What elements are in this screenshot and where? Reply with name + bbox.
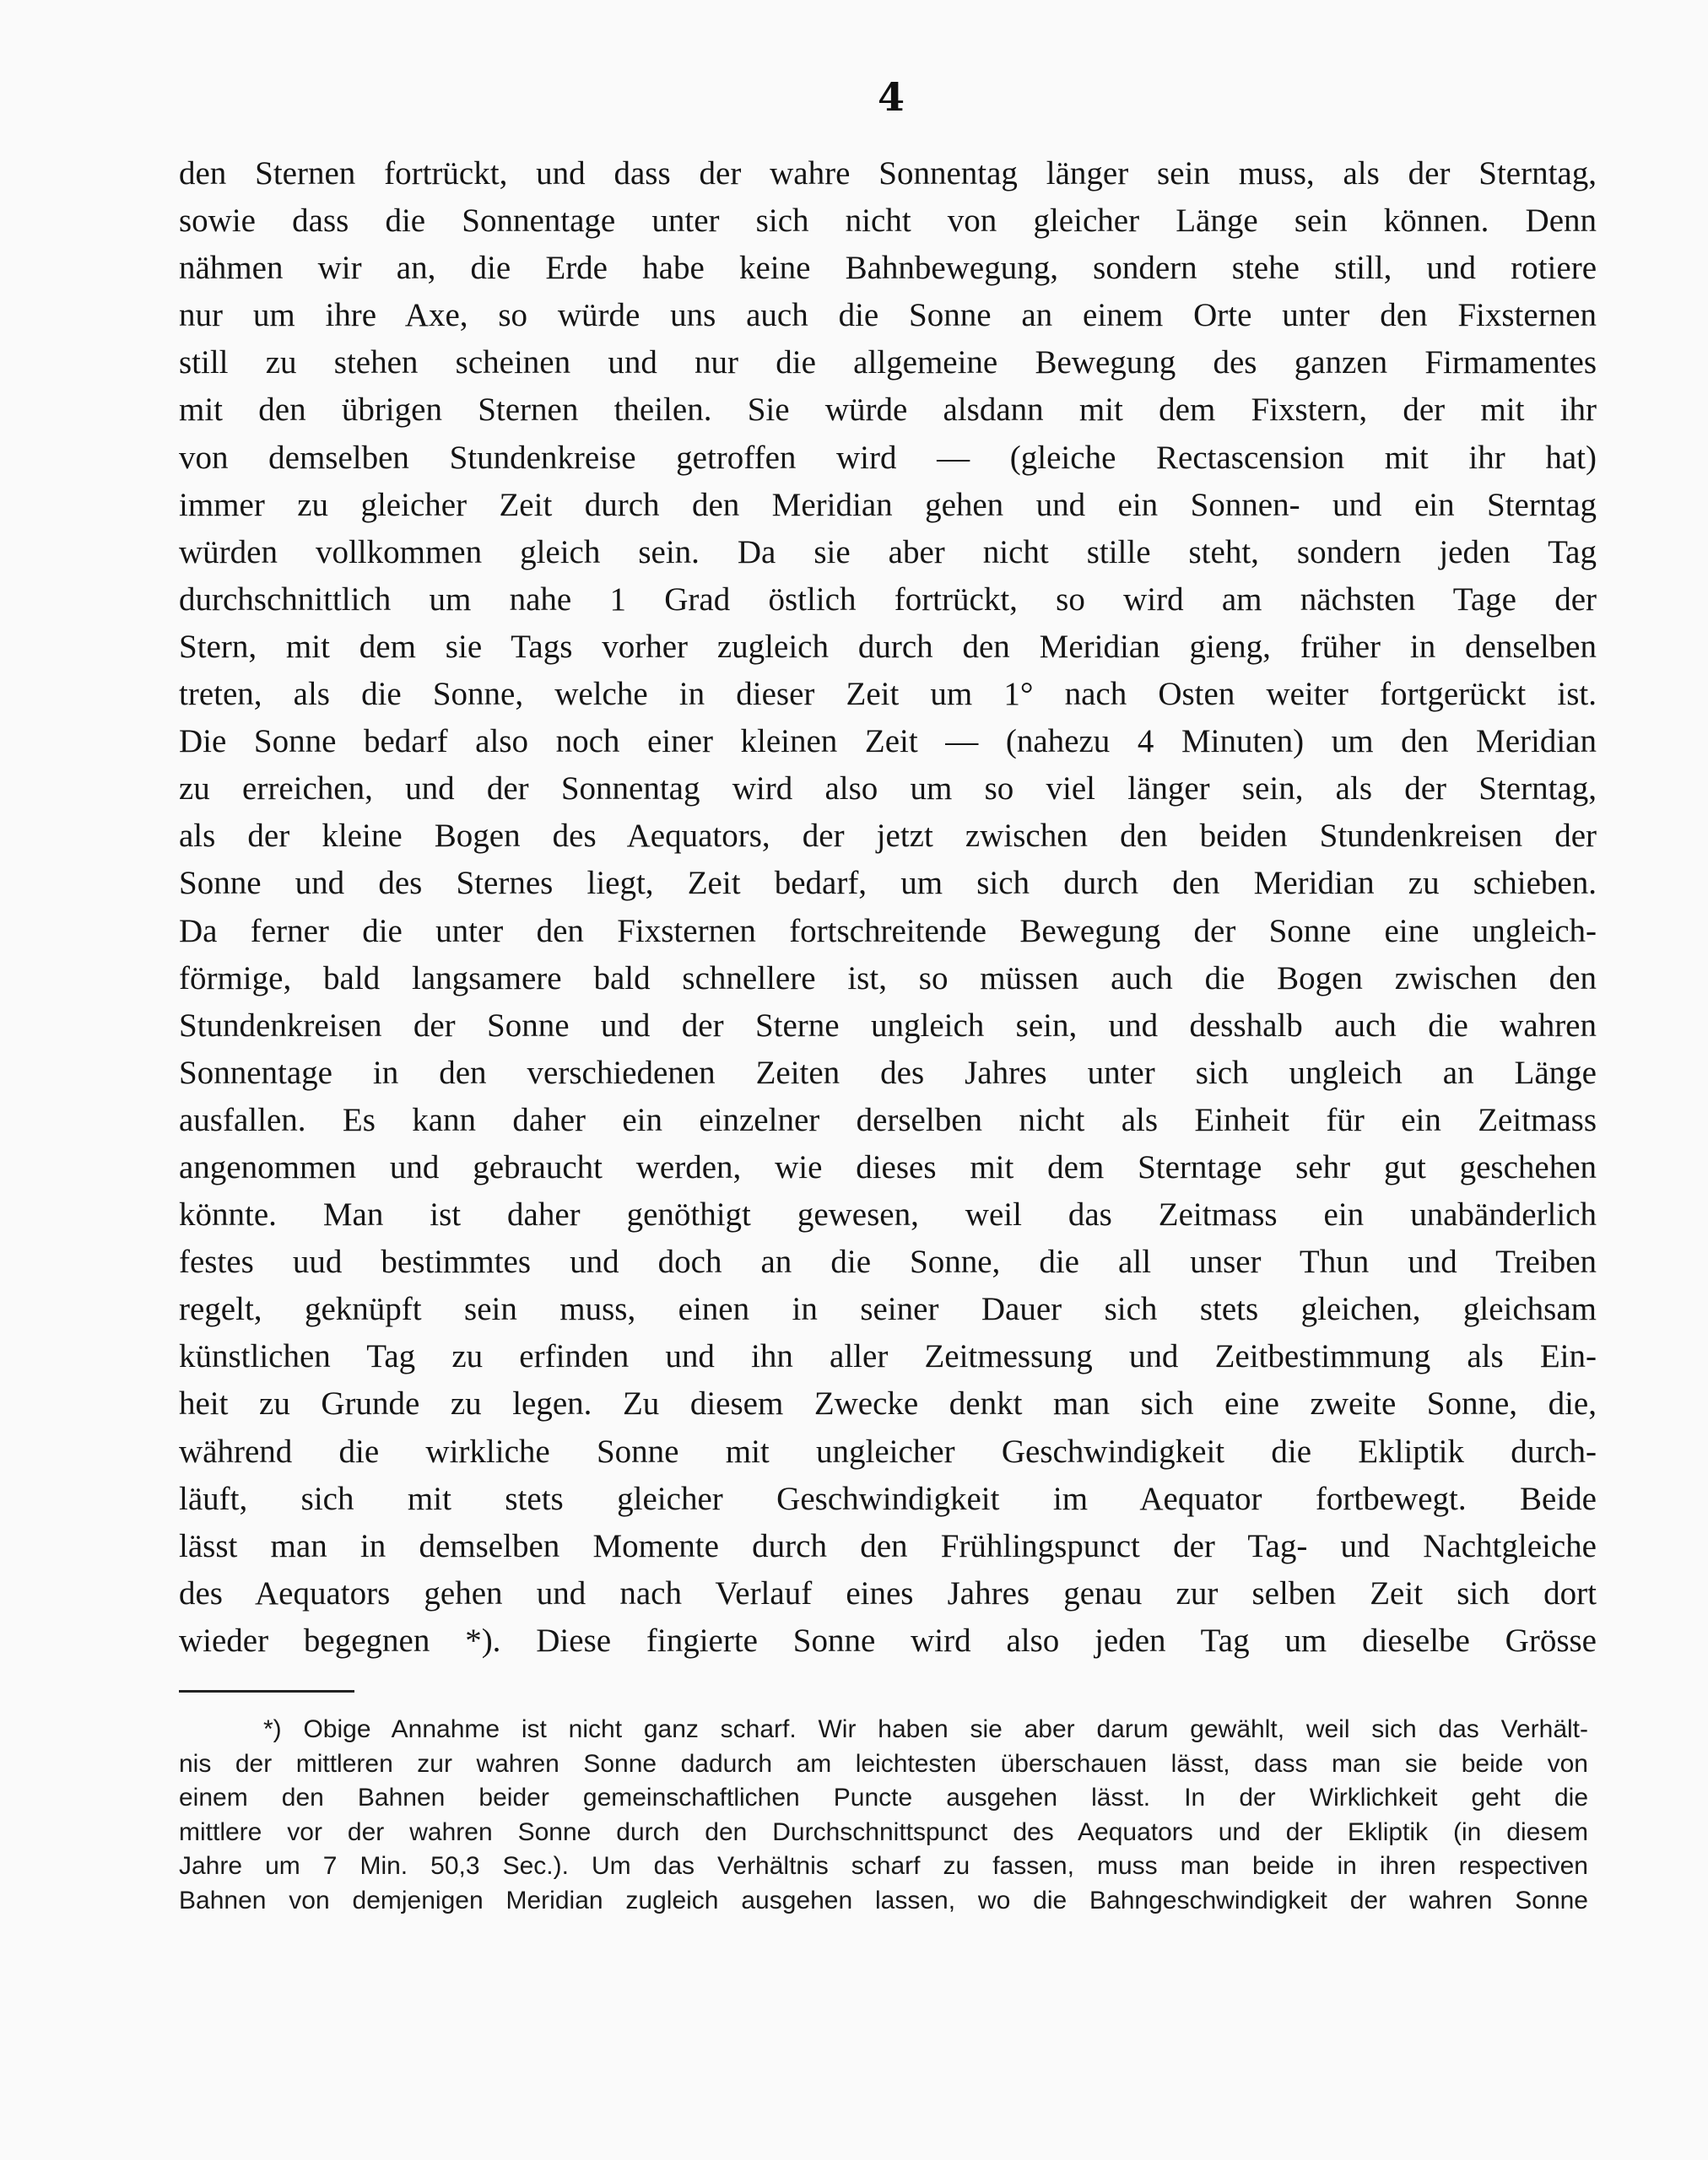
text-line: des Aequators gehen und nach Verlauf eines Jahres genau zur selben Zeit sich dort xyxy=(179,1574,1597,1612)
text-line: lässt man in demselben Momente durch den Frühlingspunct der Tag- und Nachtgleiche xyxy=(179,1527,1597,1564)
text-line: zu erreichen, und der Sonnentag wird also um so viel länger sein, als der Sterntag, xyxy=(179,770,1597,807)
text-line: nur um ihre Axe, so würde uns auch die Sonne an einem Orte unter den Fixsternen xyxy=(179,297,1597,334)
footnote-line: mittlere vor der wahren Sonne durch den Durchschnittspunct des Aequators und der Ekliptik (in diesem xyxy=(179,1817,1588,1846)
page-number: 4 xyxy=(878,74,905,120)
text-line: Da ferner die unter den Fixsternen fortschreitende Bewegung der Sonne eine ungleich- xyxy=(179,912,1597,949)
text-line: von demselben Stundenkreise getroffen wird — (gleiche Rectascension mit ihr hat) xyxy=(179,439,1597,476)
text-line: Sonne und des Sternes liegt, Zeit bedarf, um sich durch den Meridian zu schieben. xyxy=(179,865,1597,902)
text-line: mit den übrigen Sternen theilen. Sie würde alsdann mit dem Fixstern, der mit ihr xyxy=(179,392,1597,429)
text-line: wieder begegnen *). Diese fingierte Sonne wird also jeden Tag um dieselbe Grösse xyxy=(179,1622,1597,1659)
footnote-line: einem den Bahnen beider gemeinschaftlichen Puncte ausgehen lässt. In der Wirklichkeit geht die xyxy=(179,1784,1588,1812)
text-line: den Sternen fortrückt, und dass der wahre Sonnentag länger sein muss, als der Sterntag, xyxy=(179,155,1597,192)
footnote-line: nis der mittleren zur wahren Sonne dadurch am leichtesten überschauen lässt, dass man sie beide von xyxy=(179,1749,1588,1778)
footnote-line: Jahre um 7 Min. 50,3 Sec.). Um das Verhältnis scharf zu fassen, muss man beide in ihren respectiven xyxy=(179,1852,1588,1880)
text-line: Stundenkreisen der Sonne und der Sterne ungleich sein, und desshalb auch die wahren xyxy=(179,1007,1597,1044)
text-line: Sonnentage in den verschiedenen Zeiten des Jahres unter sich ungleich an Länge xyxy=(179,1054,1597,1091)
text-line: könnte. Man ist daher genöthigt gewesen, weil das Zeitmass ein unabänderlich xyxy=(179,1196,1597,1234)
footnote xyxy=(179,1713,1588,1918)
text-line: heit zu Grunde zu legen. Zu diesem Zwecke denkt man sich eine zweite Sonne, die, xyxy=(179,1385,1597,1423)
text-line: festes uud bestimmtes und doch an die Sonne, die all unser Thun und Treiben xyxy=(179,1244,1597,1281)
text-line: regelt, geknüpft sein muss, einen in seiner Dauer sich stets gleichen, gleichsam xyxy=(179,1291,1597,1328)
text-line: sowie dass die Sonnentage unter sich nicht von gleicher Länge sein können. Denn xyxy=(179,202,1597,240)
text-line: still zu stehen scheinen und nur die allgemeine Bewegung des ganzen Firmamentes xyxy=(179,344,1597,381)
footnote-line: *) Obige Annahme ist nicht ganz scharf. Wir haben sie aber darum gewählt, weil sich das Verhält- xyxy=(263,1715,1588,1743)
text-line: künstlichen Tag zu erfinden und ihn aller Zeitmessung und Zeitbestimmung als Ein- xyxy=(179,1338,1597,1375)
text-line: Stern, mit dem sie Tags vorher zugleich durch den Meridian gieng, früher in denselben xyxy=(179,628,1597,665)
footnote-separator xyxy=(179,1690,354,1693)
text-line: Die Sonne bedarf also noch einer kleinen Zeit — (nahezu 4 Minuten) um den Meridian xyxy=(179,723,1597,760)
text-line: als der kleine Bogen des Aequators, der jetzt zwischen den beiden Stundenkreisen der xyxy=(179,818,1597,855)
text-line: ausfallen. Es kann daher ein einzelner derselben nicht als Einheit für ein Zeitmass xyxy=(179,1101,1597,1138)
text-line: treten, als die Sonne, welche in dieser Zeit um 1° nach Osten weiter fortgerückt ist. xyxy=(179,676,1597,713)
text-line: läuft, sich mit stets gleicher Geschwindigkeit im Aequator fortbewegt. Beide xyxy=(179,1480,1597,1517)
text-line: durchschnittlich um nahe 1 Grad östlich fortrückt, so wird am nächsten Tage der xyxy=(179,580,1597,618)
text-line: angenommen und gebraucht werden, wie dieses mit dem Sterntage sehr gut geschehen xyxy=(179,1148,1597,1185)
text-line: würden vollkommen gleich sein. Da sie aber nicht stille steht, sondern jeden Tag xyxy=(179,533,1597,570)
text-line: während die wirkliche Sonne mit ungleicher Geschwindigkeit die Ekliptik durch- xyxy=(179,1433,1597,1470)
main-text xyxy=(179,150,1597,1665)
text-line: immer zu gleicher Zeit durch den Meridian gehen und ein Sonnen- und ein Sterntag xyxy=(179,486,1597,523)
text-line: förmige, bald langsamere bald schnellere ist, so müssen auch die Bogen zwischen den xyxy=(179,959,1597,996)
footnote-line: Bahnen von demjenigen Meridian zugleich ausgehen lassen, wo die Bahngeschwindigkeit der wahren Sonne xyxy=(179,1886,1588,1914)
text-line: nähmen wir an, die Erde habe keine Bahnbewegung, sondern stehe still, und rotiere xyxy=(179,250,1597,287)
